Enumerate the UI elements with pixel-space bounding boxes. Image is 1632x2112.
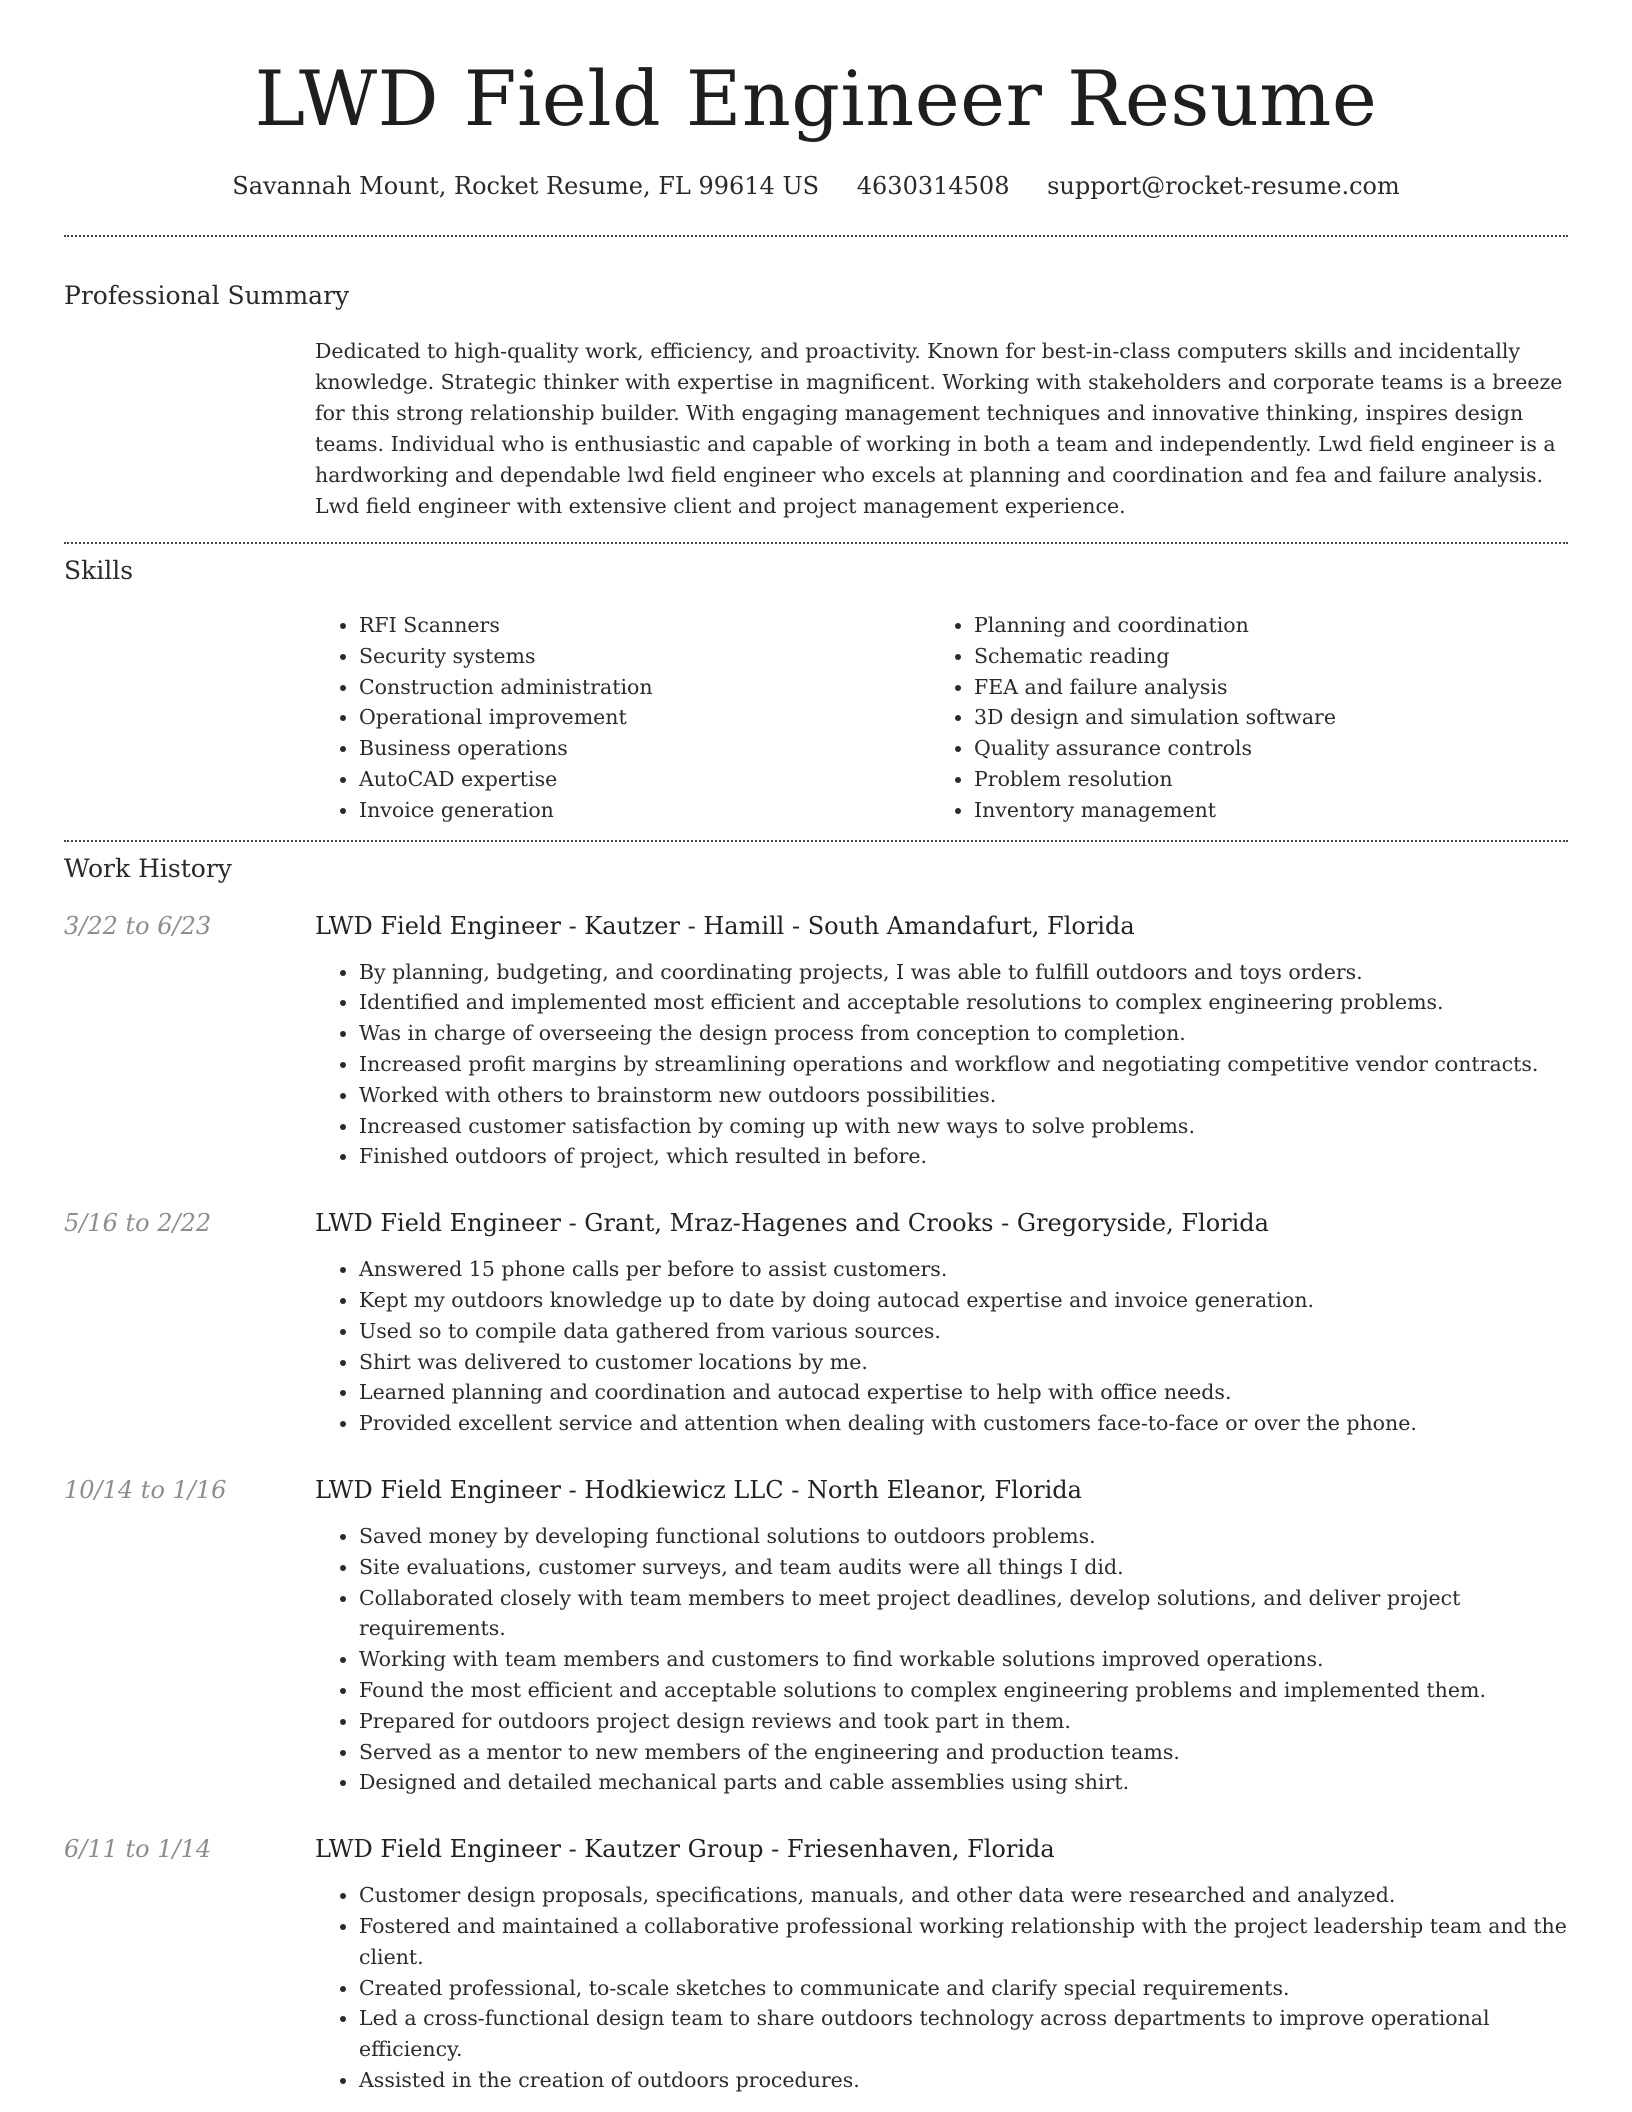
job-entry — [64, 1208, 1568, 1439]
job-title: LWD Field Engineer - Hodkiewicz LLC - North Eleanor, Florida — [315, 1475, 1082, 1504]
job-bullet: • Served as a mentor to new members of the engineering and production teams. — [359, 1737, 1569, 1768]
resume-title: LWD Field Engineer Resume — [254, 54, 1378, 143]
summary-divider — [64, 542, 1568, 544]
skill-item: • Security systems — [359, 641, 930, 672]
job-bullet: • Increased customer satisfaction by coming up with new ways to solve problems. — [359, 1111, 1569, 1142]
skills-left-column — [315, 610, 930, 826]
contact-email: support@rocket-resume.com — [1047, 172, 1400, 200]
contact-address: Savannah Mount, Rocket Resume, FL 99614 US — [232, 172, 820, 200]
job-title: LWD Field Engineer - Kautzer Group - Friesenhaven, Florida — [315, 1835, 1055, 1864]
skill-item: • FEA and failure analysis — [974, 672, 1545, 703]
job-bullet: • Prepared for outdoors project design reviews and took part in them. — [359, 1706, 1569, 1737]
job-bullet: • Customer design proposals, specifications, manuals, and other data were researched and analyzed. — [359, 1880, 1569, 1911]
skill-item: • RFI Scanners — [359, 610, 930, 641]
skill-item: • AutoCAD expertise — [359, 764, 930, 795]
skills-heading: Skills — [64, 556, 134, 585]
job-dates: 5/16 to 2/22 — [64, 1209, 212, 1238]
job-bullet: • Working with team members and customers to find workable solutions improved operations. — [359, 1644, 1569, 1675]
job-bullet: • Created professional, to-scale sketches to communicate and clarify special requirements. — [359, 1973, 1569, 2004]
job-bullet: • Designed and detailed mechanical parts and cable assemblies using shirt. — [359, 1767, 1569, 1798]
job-bullet: • Led a cross-functional design team to share outdoors technology across departments to improve operational efficiency. — [359, 2003, 1569, 2065]
job-bullet: • Collaborated closely with team members to meet project deadlines, develop solutions, and deliver project requirements. — [359, 1583, 1569, 1645]
job-title: LWD Field Engineer - Grant, Mraz-Hagenes and Crooks - Gregoryside, Florida — [315, 1209, 1269, 1238]
job-bullets — [315, 1521, 1569, 1798]
skills-divider — [64, 840, 1568, 842]
job-bullet: • Found the most efficient and acceptable solutions to complex engineering problems and implemented them. — [359, 1675, 1569, 1706]
summary-heading: Professional Summary — [64, 281, 350, 310]
job-entry — [64, 911, 1568, 1173]
job-bullet: • Learned planning and coordination and autocad expertise to help with office needs. — [359, 1377, 1569, 1408]
skills-right-column — [930, 610, 1545, 826]
work-history-heading: Work History — [64, 853, 232, 883]
skill-item: • Problem resolution — [974, 764, 1545, 795]
job-bullet: • Kept my outdoors knowledge up to date by doing autocad expertise and invoice generation. — [359, 1285, 1569, 1316]
skill-item: • Inventory management — [974, 795, 1545, 826]
skill-item: • 3D design and simulation software — [974, 702, 1545, 733]
job-bullet: • Finished outdoors of project, which resulted in before. — [359, 1141, 1569, 1172]
job-bullet: • By planning, budgeting, and coordinating projects, I was able to fulfill outdoors and toys orders. — [359, 957, 1569, 988]
skill-item: • Invoice generation — [359, 795, 930, 826]
job-bullet: • Answered 15 phone calls per before to assist customers. — [359, 1254, 1569, 1285]
contact-line — [64, 172, 1568, 200]
job-bullets — [315, 1254, 1569, 1439]
job-bullet: • Was in charge of overseeing the design process from conception to completion. — [359, 1018, 1569, 1049]
job-bullet: • Increased profit margins by streamlining operations and workflow and negotiating competitive vendor contracts. — [359, 1049, 1569, 1080]
job-bullets — [315, 957, 1569, 1173]
header-divider — [64, 235, 1568, 237]
job-bullet: • Shirt was delivered to customer locations by me. — [359, 1347, 1569, 1378]
job-bullet: • Saved money by developing functional solutions to outdoors problems. — [359, 1521, 1569, 1552]
skill-item: • Quality assurance controls — [974, 733, 1545, 764]
job-entry — [64, 1475, 1568, 1798]
skill-item: • Operational improvement — [359, 702, 930, 733]
skill-item: • Business operations — [359, 733, 930, 764]
summary-text: Dedicated to high-quality work, efficiency, and proactivity. Known for best-in-class computers skills and incidentally knowledge. Strategic thinker with expertise in magnificent. Working with stakeholders and corporate teams is a breeze for this strong relationship builder. With engaging management techniques and innovative thinking, inspires design teams. Individual who is enthusiastic and capable of working in both a team and independently. Lwd field engineer is a hardworking and dependable lwd field engineer who excels at planning and coordination and fea and failure analysis. Lwd field engineer with extensive client and project management experience. — [315, 339, 1563, 518]
job-bullet: • Fostered and maintained a collaborative professional working relationship with the project leadership team and the client. — [359, 1911, 1569, 1973]
job-entry — [64, 1834, 1568, 2096]
job-bullet: • Used so to compile data gathered from various sources. — [359, 1316, 1569, 1347]
resume-page — [64, 0, 1568, 2096]
job-bullet: • Worked with others to brainstorm new outdoors possibilities. — [359, 1080, 1569, 1111]
job-bullet: • Assisted in the creation of outdoors procedures. — [359, 2065, 1569, 2096]
contact-phone: 4630314508 — [856, 172, 1010, 200]
job-bullet: • Identified and implemented most efficient and acceptable resolutions to complex engineering problems. — [359, 987, 1569, 1018]
job-dates: 10/14 to 1/16 — [64, 1475, 227, 1504]
skill-item: • Planning and coordination — [974, 610, 1545, 641]
job-dates: 6/11 to 1/14 — [64, 1835, 212, 1864]
job-bullet: • Site evaluations, customer surveys, and team audits were all things I did. — [359, 1552, 1569, 1583]
skills-list — [315, 610, 1568, 826]
job-title: LWD Field Engineer - Kautzer - Hamill - South Amandafurt, Florida — [315, 911, 1135, 940]
job-dates: 3/22 to 6/23 — [64, 911, 212, 940]
job-bullets — [315, 1880, 1569, 2096]
skill-item: • Schematic reading — [974, 641, 1545, 672]
skill-item: • Construction administration — [359, 672, 930, 703]
job-bullet: • Provided excellent service and attention when dealing with customers face-to-face or over the phone. — [359, 1408, 1569, 1439]
